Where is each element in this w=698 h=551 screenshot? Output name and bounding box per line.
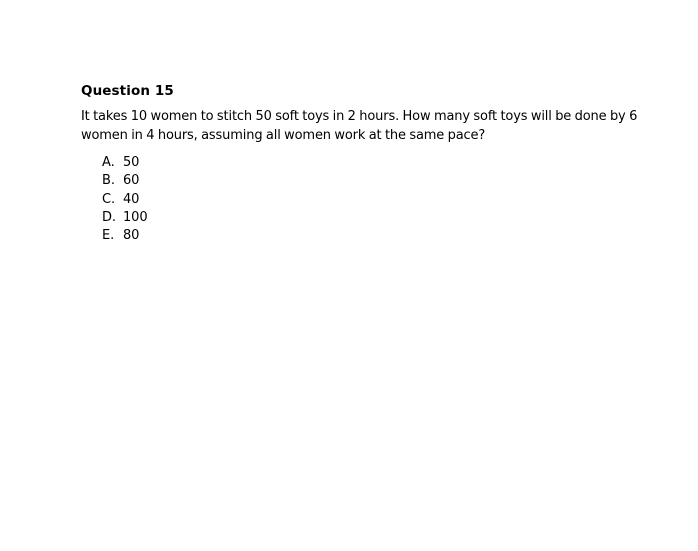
option-d — [102, 209, 641, 227]
option-value: 50 — [123, 155, 140, 170]
option-letter: A. — [102, 155, 115, 170]
option-value: 40 — [123, 191, 140, 207]
option-e — [102, 227, 641, 245]
answer-options — [81, 154, 641, 245]
option-value: 100 — [123, 209, 148, 225]
option-letter: C. — [102, 191, 116, 207]
option-letter: E. — [102, 228, 115, 244]
option-c — [102, 191, 641, 209]
question-title: Question 15 — [81, 83, 174, 99]
option-b — [102, 172, 641, 190]
option-letter: D. — [102, 209, 116, 225]
question-block — [81, 82, 641, 245]
option-a — [102, 154, 641, 172]
option-letter: B. — [102, 173, 115, 189]
option-value: 80 — [123, 228, 140, 244]
option-value: 60 — [123, 173, 140, 189]
question-text: It takes 10 women to stitch 50 soft toys in 2 hours. How many soft toys will be done by 6 women in 4 hours, assuming all women work at the same pace? — [81, 109, 638, 143]
